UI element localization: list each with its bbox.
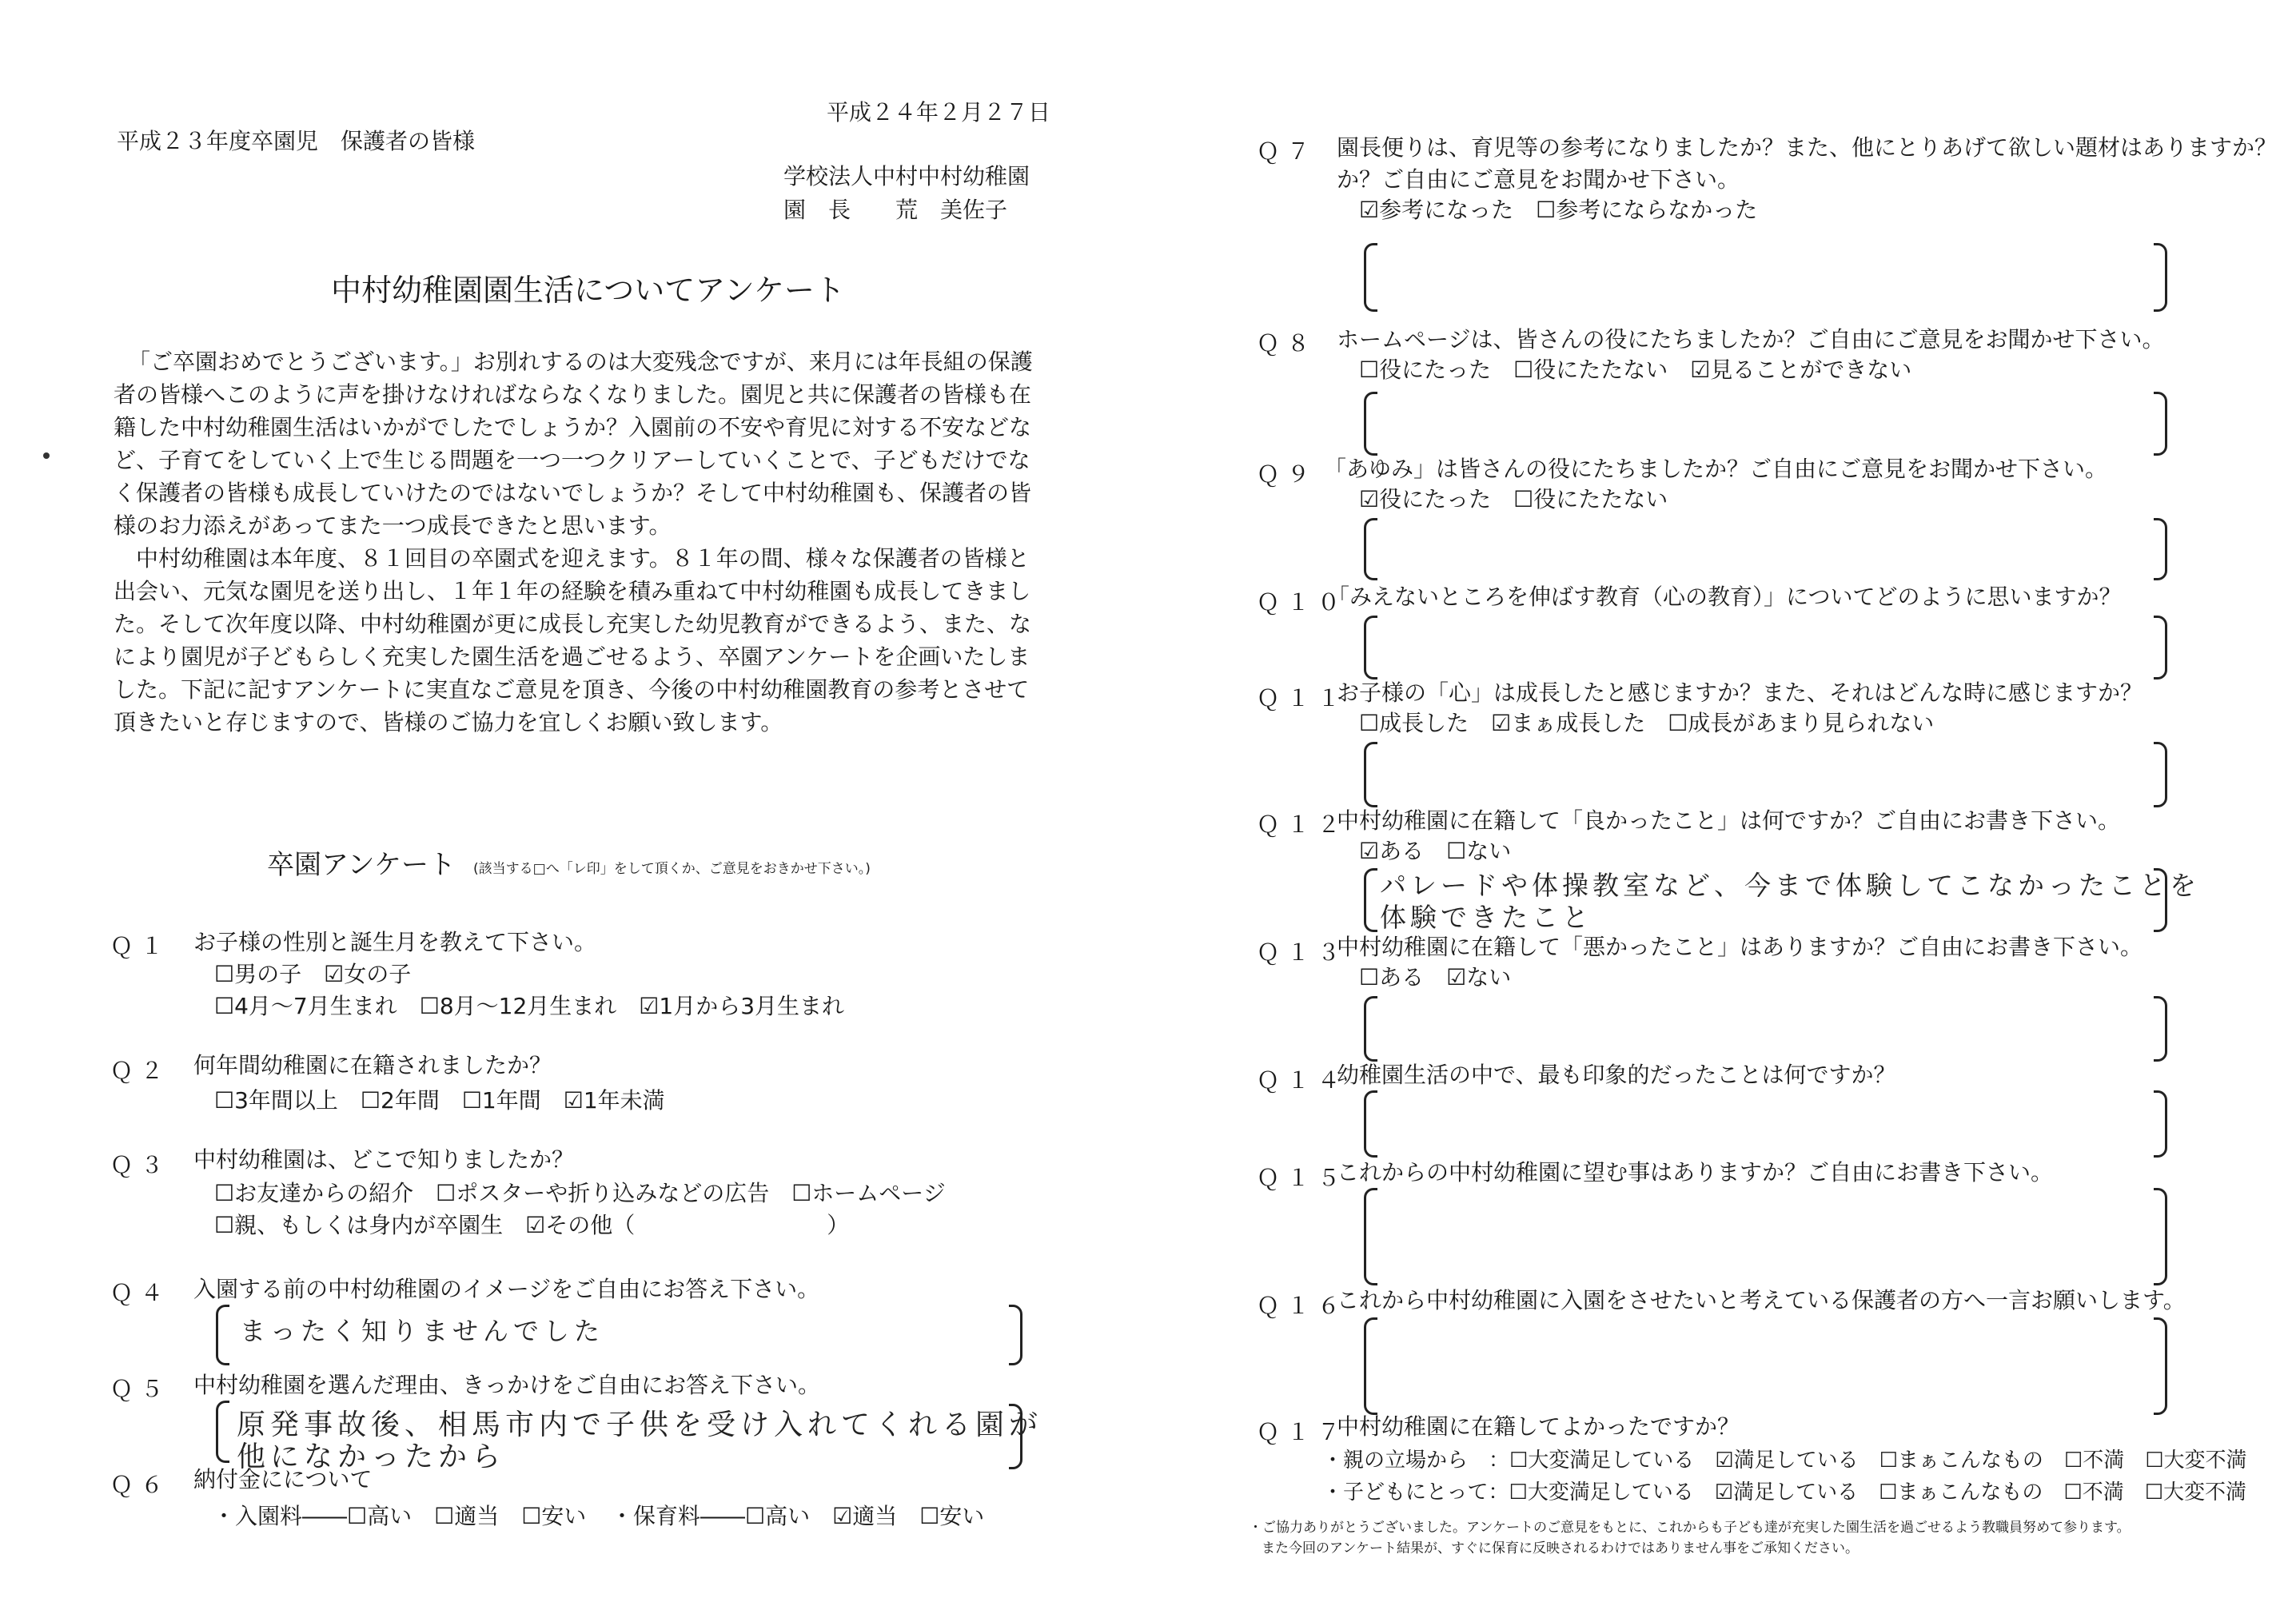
q7-number: Ｑ７ xyxy=(1257,138,1318,165)
q9-options[interactable]: ☑役にたった ☐役にたたない xyxy=(1359,486,1668,512)
q12-handwritten-answer-line2[interactable]: 体験できたこと xyxy=(1380,902,1592,933)
page-title: 中村幼稚園園生活についてアンケート xyxy=(331,273,845,308)
intro-paragraph-2: 中村幼稚園は本年度、８１回目の卒園式を迎えます。８１年の間、様々な保護者の皆様と出会い、元気な園児を送り出し、１年１年の経験を積み重ねて中村幼稚園も成長してきました。そして次年度以降、中村幼稚園が更に成長し充実した幼児教育ができるよう、また、なにより園児が子どもらしく充実した園生活を過ごせるよう、卒園アンケートを企画いたしました。下記に記すアンケートに実直なご意見を頂き、今後の中村幼稚園教育の参考とさせて頂きたいと存じますので、皆様のご協力を宜しくお願い致します。 xyxy=(114,545,1032,735)
q15-answer-bracket-left xyxy=(1364,1188,1377,1285)
q4-question: 入園する前の中村幼稚園のイメージをご自由にお答え下さい。 xyxy=(193,1276,820,1302)
q6-tuition-options[interactable]: ・保育料――☐高い ☑適当 ☐安い xyxy=(611,1503,985,1529)
q7-answer-bracket-right xyxy=(2154,243,2167,312)
q3-question: 中村幼稚園は、どこで知りましたか？ xyxy=(193,1146,575,1173)
q1-question: お子様の性別と誕生月を教えて下さい。 xyxy=(193,929,597,955)
q3-other-close: ） xyxy=(827,1212,850,1238)
q7-question-line2: か？ご自由にご意見をお聞かせ下さい。 xyxy=(1337,166,1740,193)
q5-number: Ｑ５ xyxy=(110,1376,172,1402)
q16-answer-bracket-right xyxy=(2154,1317,2167,1415)
punch-mark xyxy=(43,452,50,459)
footer-note-1: ・ご協力ありがとうございました。アンケートのご意見をもとに、これからも子ども達が充実した園生活を過ごせるよう教職員努めて参ります。 xyxy=(1249,1520,2131,1536)
document-date: 平成２４年２月２７日 xyxy=(827,99,1051,126)
footer-note-2: また今回のアンケート結果が、すぐに保育に反映されるわけではありません事をご承知ください。 xyxy=(1262,1540,1859,1556)
q3-source-options-1[interactable]: ☐お友達からの紹介 ☐ポスターや折り込みなどの広告 ☐ホームページ xyxy=(214,1180,946,1206)
q12-question: 中村幼稚園に在籍して「良かったこと」は何ですか？ご自由にお書き下さい。 xyxy=(1337,807,2121,834)
q13-number: Ｑ１３ xyxy=(1257,939,1349,966)
q10-answer-bracket-left xyxy=(1364,616,1377,679)
q12-number: Ｑ１２ xyxy=(1257,811,1349,838)
q9-question: 「あゆみ」は皆さんの役にたちましたか？ご自由にご意見をお聞かせ下さい。 xyxy=(1324,456,2108,482)
q2-question: 何年間幼稚園に在籍されましたか？ xyxy=(193,1052,552,1078)
q4-handwritten-answer[interactable]: まったく知りませんでした xyxy=(240,1316,605,1346)
q14-number: Ｑ１４ xyxy=(1257,1067,1349,1094)
q6-number: Ｑ６ xyxy=(110,1472,172,1498)
q16-question: これから中村幼稚園に入園をさせたいと考えている保護者の方へ一言お願いします。 xyxy=(1337,1287,2186,1313)
q4-answer-bracket-right xyxy=(1009,1305,1022,1365)
q9-answer-bracket-left xyxy=(1364,518,1377,580)
q7-options[interactable]: ☑参考になった ☐参考にならなかった xyxy=(1359,197,1758,223)
q15-number: Ｑ１５ xyxy=(1257,1165,1349,1191)
q5-question: 中村幼稚園を選んだ理由、きっかけをご自由にお答え下さい。 xyxy=(193,1372,821,1398)
q8-question: ホームページは、皆さんの役にたちましたか？ご自由にご意見をお聞かせ下さい。 xyxy=(1337,326,2165,353)
q1-gender-options[interactable]: ☐男の子 ☑女の子 xyxy=(214,961,412,987)
q1-birth-month-options[interactable]: ☐4月～7月生まれ ☐8月～12月生まれ ☑1月から3月生まれ xyxy=(214,993,845,1019)
q16-number: Ｑ１６ xyxy=(1257,1293,1349,1319)
q9-number: Ｑ９ xyxy=(1257,461,1318,488)
q13-answer-bracket-right xyxy=(2154,996,2167,1062)
q2-years-options[interactable]: ☐3年間以上 ☐2年間 ☐1年間 ☑1年未満 xyxy=(214,1087,665,1114)
q5-handwritten-answer-line1[interactable]: 原発事故後、相馬市内で子供を受け入れてくれる園が xyxy=(237,1409,1043,1441)
q3-source-options-2[interactable] xyxy=(214,1212,849,1239)
q11-question: お子様の「心」は成長したと感じますか？また、それはどんな時に感じますか？ xyxy=(1337,679,2143,706)
survey-title: 卒園アンケート xyxy=(267,849,456,881)
q10-question: 「みえないところを伸ばす教育（心の教育）」についてどのように思いますか？ xyxy=(1327,584,2122,610)
principal-name: 園 長 荒 美佐子 xyxy=(783,197,1008,223)
q5-answer-bracket-left xyxy=(216,1401,229,1463)
q7-answer-bracket-left xyxy=(1364,243,1377,312)
q12-options[interactable]: ☑ある ☐ない xyxy=(1359,838,1512,864)
q14-answer-bracket-left xyxy=(1364,1090,1377,1158)
recipient-line: 平成２３年度卒園児 保護者の皆様 xyxy=(117,128,476,154)
q10-answer-bracket-right xyxy=(2154,616,2167,679)
q6-entrance-fee-options[interactable]: ・入園料――☐高い ☐適当 ☐安い xyxy=(213,1503,587,1529)
q15-answer-bracket-right xyxy=(2154,1188,2167,1285)
q3-number: Ｑ３ xyxy=(110,1152,172,1178)
q6-question: 納付金にについて xyxy=(193,1466,373,1492)
q4-number: Ｑ４ xyxy=(110,1280,172,1306)
q14-question: 幼稚園生活の中で、最も印象的だったことは何ですか？ xyxy=(1337,1062,1896,1088)
q17-parent-options[interactable]: ・親の立場から ：☐大変満足している ☑満足している ☐まぁこんなもの ☐不満 ☐大変不満 xyxy=(1322,1449,2247,1473)
q8-answer-bracket-left xyxy=(1364,392,1377,456)
q8-number: Ｑ８ xyxy=(1257,330,1318,357)
q13-options[interactable]: ☐ある ☑ない xyxy=(1359,964,1512,990)
q11-answer-bracket-left xyxy=(1364,742,1377,807)
q15-question: これからの中村幼稚園に望む事はありますか？ご自由にお書き下さい。 xyxy=(1337,1159,2054,1186)
survey-instruction: (該当する□へ「レ印」をして頂くか、ご意見をおきかせ下さい。) xyxy=(473,861,871,877)
q16-answer-bracket-left xyxy=(1364,1317,1377,1415)
q17-number: Ｑ１７ xyxy=(1257,1419,1349,1445)
q13-question: 中村幼稚園に在籍して「悪かったこと」はありますか？ご自由にお書き下さい。 xyxy=(1337,934,2143,960)
q8-answer-bracket-right xyxy=(2154,392,2167,456)
q1-number: Ｑ１ xyxy=(110,933,172,959)
q2-number: Ｑ２ xyxy=(110,1058,172,1084)
q5-handwritten-answer-line2[interactable]: 他になかったから xyxy=(237,1441,506,1473)
q7-question-line1: 園長便りは、育児等の参考になりましたか？また、他にとりあげて欲しい題材はありますか？ xyxy=(1337,134,2278,161)
school-name: 学校法人中村中村幼稚園 xyxy=(783,163,1030,189)
intro-paragraph-1: 「ご卒園おめでとうございます。」お別れするのは大変残念ですが、来月には年長組の保護者の皆様へこのように声を掛けなければならなくなりました。園児と共に保護者の皆様も在籍した中村幼稚園生活はいかがでしたでしょうか？入園前の不安や育児に対する不安などなど、子育てをしていく上で生じる問題を一つ一つクリアーしていくことで、子どもだけでなく保護者の皆様も成長していけたのではないでしょうか？そして中村幼稚園も、保護者の皆様のお力添えがあってまた一つ成長できたと思います。 xyxy=(114,349,1033,539)
q10-number: Ｑ１０ xyxy=(1257,589,1349,616)
q14-answer-bracket-right xyxy=(2154,1090,2167,1158)
q11-options[interactable]: ☐成長した ☑まぁ成長した ☐成長があまり見られない xyxy=(1359,710,1935,736)
q13-answer-bracket-left xyxy=(1364,996,1377,1062)
q11-answer-bracket-right xyxy=(2154,742,2167,807)
q12-handwritten-answer-line1[interactable]: パレードや体操教室など、今まで体験してこなかったことを xyxy=(1380,870,2200,901)
q12-answer-bracket-left xyxy=(1364,868,1377,932)
q11-number: Ｑ１１ xyxy=(1257,685,1349,711)
q3-other-option[interactable]: ☐親、もしくは身内が卒園生 ☑その他（ xyxy=(214,1212,636,1238)
q17-child-options[interactable]: ・子どもにとって：☐大変満足している ☑満足している ☐まぁこんなもの ☐不満 ☐大変不満 xyxy=(1322,1481,2247,1504)
q9-answer-bracket-right xyxy=(2154,518,2167,580)
q4-answer-bracket-left xyxy=(216,1305,229,1365)
q17-question: 中村幼稚園に在籍してよかったですか？ xyxy=(1337,1413,1740,1440)
q8-options[interactable]: ☐役にたった ☐役にたたない ☑見ることができない xyxy=(1359,357,1912,383)
